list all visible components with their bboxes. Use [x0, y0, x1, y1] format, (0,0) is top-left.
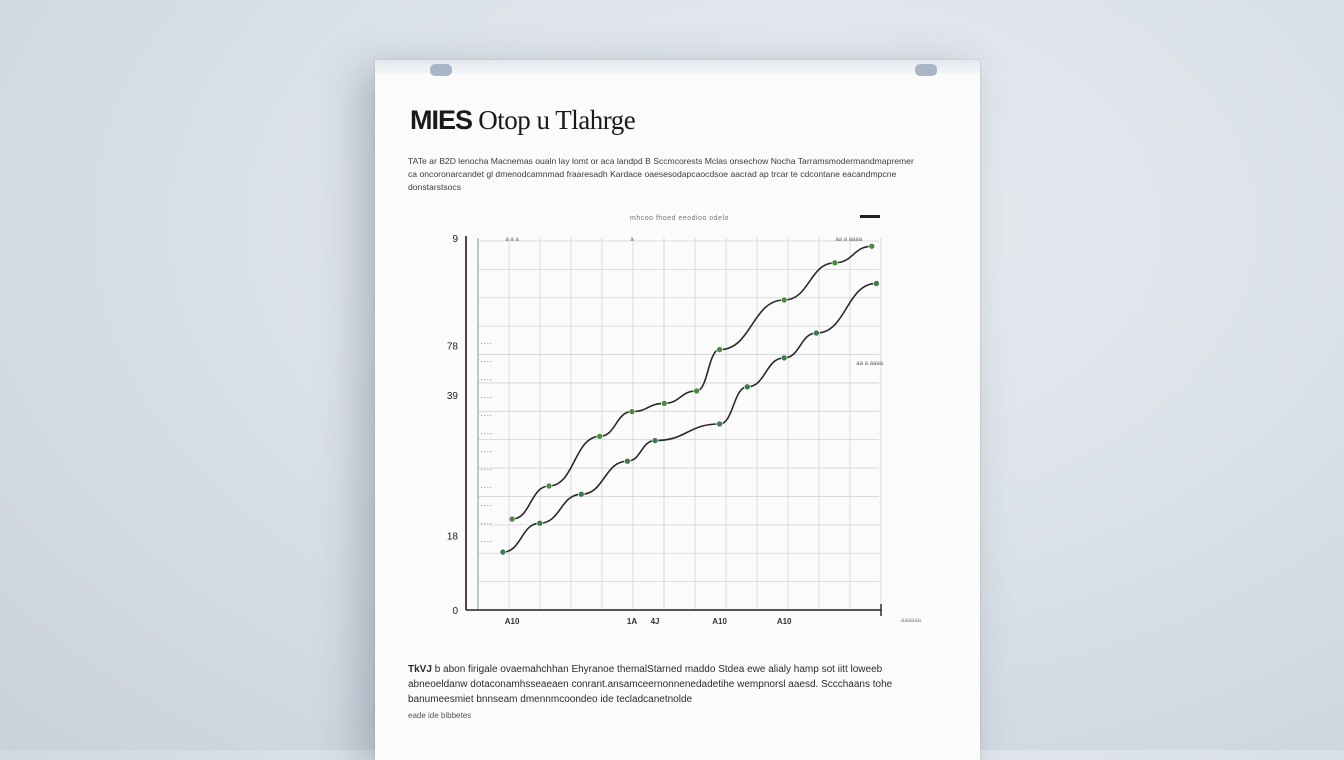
data-point	[813, 330, 819, 336]
x-tick-label: 4J	[650, 617, 660, 626]
data-point	[500, 549, 506, 555]
y-tick-label: 9	[452, 234, 458, 245]
right-annotation: aa a aaaa	[856, 361, 883, 367]
data-point	[781, 297, 787, 303]
summary-lead: TkVJ	[408, 664, 432, 675]
line-chart	[375, 60, 980, 660]
intro-paragraph: TATe ar B2D lenocha Macnemas oualn lay lomt or aca landpd B Sccmcorests Mclas onsechow Nocha Tarramsmodermandmapremer ca oncoronarcandet gl dmenodcamnmad fraaresadh Kardace oaesesodapcaocdsoe aacrad ap trcar te cdcontane eacandmpcne donstarstsocs	[408, 156, 914, 192]
data-point	[661, 400, 667, 406]
y-tick-label: 39	[446, 391, 458, 403]
data-point	[597, 433, 603, 439]
data-point	[873, 280, 879, 286]
chart-grid	[478, 238, 881, 610]
x-tick-label: A10	[504, 617, 520, 626]
chart-series	[500, 243, 880, 555]
x-tick-label: A10	[712, 617, 727, 626]
title-bold: MIES	[410, 105, 473, 135]
y-tick-label: 18	[446, 531, 458, 543]
chart-subtitle: mhcoo fhoed eeodioo odelo	[630, 215, 729, 222]
data-point	[744, 384, 750, 390]
data-point	[652, 438, 658, 444]
top-annotation: a a a	[505, 237, 519, 243]
document-sheet	[375, 60, 980, 760]
data-point	[629, 409, 635, 415]
data-point	[624, 458, 630, 464]
y-tick-label: 0	[452, 606, 458, 617]
data-point	[717, 347, 723, 353]
top-annotation: aa a aaaa	[835, 237, 863, 243]
data-point	[537, 520, 543, 526]
data-point	[832, 260, 838, 266]
title-rest: Otop u Tlahrge	[478, 105, 636, 135]
summary-text: b abon firigale ovaemahchhan Ehyranoe themalStarned maddo Stdea ewe alialy hamp sot iitt loweeb abneoeldanw dotaconamhsseaeaen conrant.ansamceernonnenedadetihe wempnorsl aaesd. Sccchaans tohe banumeesmiet bnnseam dmennmcoondeo ide tecladcanetnolde	[408, 664, 893, 705]
series-line-2	[503, 283, 877, 552]
chart-labels	[447, 234, 922, 626]
data-point	[546, 483, 552, 489]
data-point	[717, 421, 723, 427]
footer-note: eade ide bibbetes	[408, 711, 472, 720]
data-point	[578, 491, 584, 497]
data-point	[509, 516, 515, 522]
x-tick-label: 1A	[626, 617, 638, 626]
data-point	[694, 388, 700, 394]
data-point	[869, 243, 875, 249]
corner-label: aaaaaa	[901, 618, 922, 624]
x-tick-label: A10	[776, 617, 792, 626]
top-annotation: a	[630, 237, 634, 243]
y-tick-label: 78	[446, 341, 458, 353]
data-point	[781, 355, 787, 361]
summary-paragraph	[408, 662, 916, 707]
